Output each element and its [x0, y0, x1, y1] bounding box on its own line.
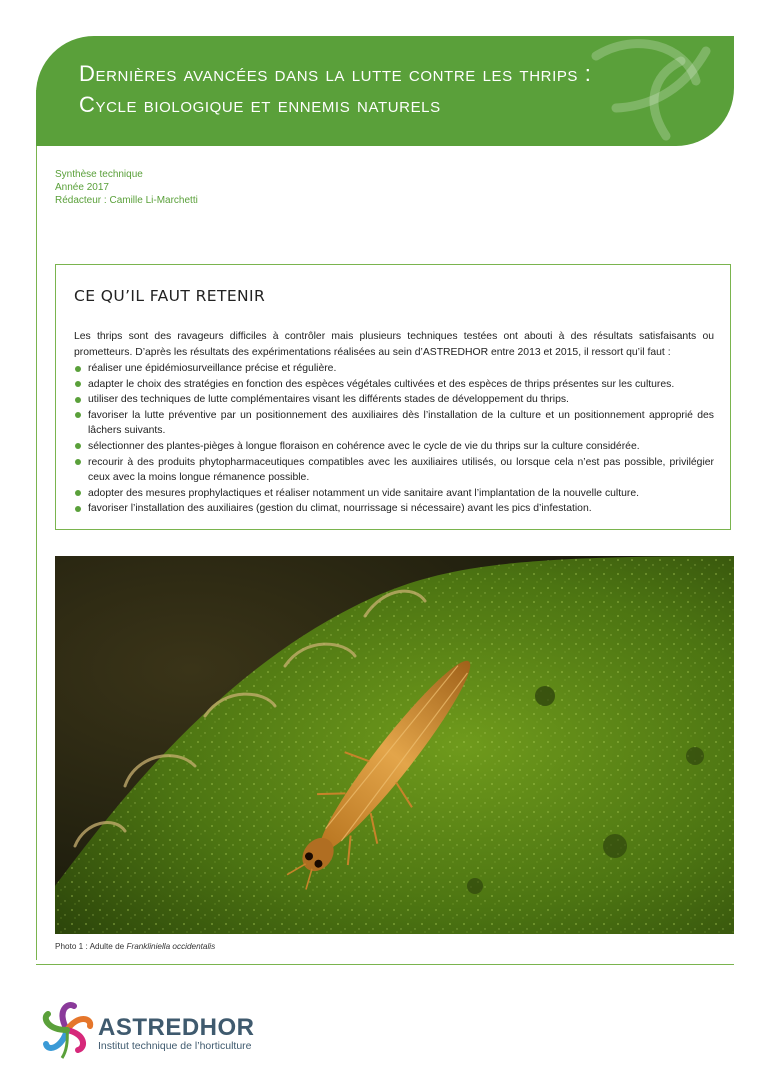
list-item: favoriser l’installation des auxiliaires (gestion du climat, nourrissage si nécessaire) avant les pics d’infestation. [74, 501, 714, 517]
list-item: adapter le choix des stratégies en fonction des espèces végétales cultivées et des espèces de thrips présentes sur les cultures. [74, 377, 714, 393]
key-points-box [55, 264, 731, 530]
key-points-title: CE QU’IL FAUT RETENIR [74, 287, 266, 305]
doc-year: Année 2017 [55, 182, 109, 193]
bullet-icon [75, 490, 81, 496]
logo-tagline: Institut technique de l’horticulture [98, 1040, 252, 1052]
bullet-icon [75, 459, 81, 465]
list-item: adopter des mesures prophylactiques et réaliser notamment un vide sanitaire avant l’implantation de la nouvelle culture. [74, 486, 714, 502]
astredhor-logo [38, 1000, 278, 1070]
astredhor-flower-icon [38, 1000, 96, 1060]
bullet-icon [75, 397, 81, 403]
list-item: recourir à des produits phytopharmaceutiques compatibles avec les auxiliaires utilisés, ou lorsque cela n’est pas possible, privilégier ceux avec la moins longue rémanence possible. [74, 455, 714, 486]
key-points-intro: Les thrips sont des ravageurs difficiles à contrôler mais plusieurs techniques testées ont abouti à des résultats satisfaisants ou prometteurs. D’après les résultats des expérimentations réalisées au sein d’ASTREDHOR entre 2013 et 2015, il ressort qu’il faut : [74, 331, 714, 358]
list-item: utiliser des techniques de lutte complémentaires visant les différents stades de développement du thrips. [74, 392, 714, 408]
title-line-1: Dernières avancées dans la lutte contre les thrips : [79, 61, 592, 86]
list-item: réaliser une épidémiosurveillance précise et régulière. [74, 361, 714, 377]
logo-name: ASTREDHOR [98, 1014, 255, 1041]
bullet-icon [75, 366, 81, 372]
bullet-icon [75, 412, 81, 418]
photo-caption [55, 942, 215, 951]
document-meta [55, 168, 198, 207]
thrips-photo [55, 556, 734, 934]
bullet-icon [75, 381, 81, 387]
list-item: sélectionner des plantes-pièges à longue floraison en cohérence avec le cycle de vie du thrips sur la culture considérée. [74, 439, 714, 455]
title-line-2: Cycle biologique et ennemis naturels [79, 92, 441, 117]
caption-prefix: Photo 1 : Adulte de [55, 942, 127, 951]
doc-type: Synthèse technique [55, 169, 143, 180]
page-title [79, 58, 699, 120]
key-points-list [74, 361, 714, 517]
doc-author: Rédacteur : Camille Li-Marchetti [55, 195, 198, 206]
left-margin-rule [36, 90, 37, 960]
title-banner [36, 36, 734, 146]
bullet-icon [75, 443, 81, 449]
bottom-rule [36, 964, 734, 965]
list-item: favoriser la lutte préventive par un positionnement des auxiliaires dès l’installation de la culture et un positionnement approprié des lâchers suivants. [74, 408, 714, 439]
bullet-icon [75, 506, 81, 512]
thrips-on-leaf-image [55, 556, 734, 934]
caption-species: Frankliniella occidentalis [126, 942, 216, 951]
